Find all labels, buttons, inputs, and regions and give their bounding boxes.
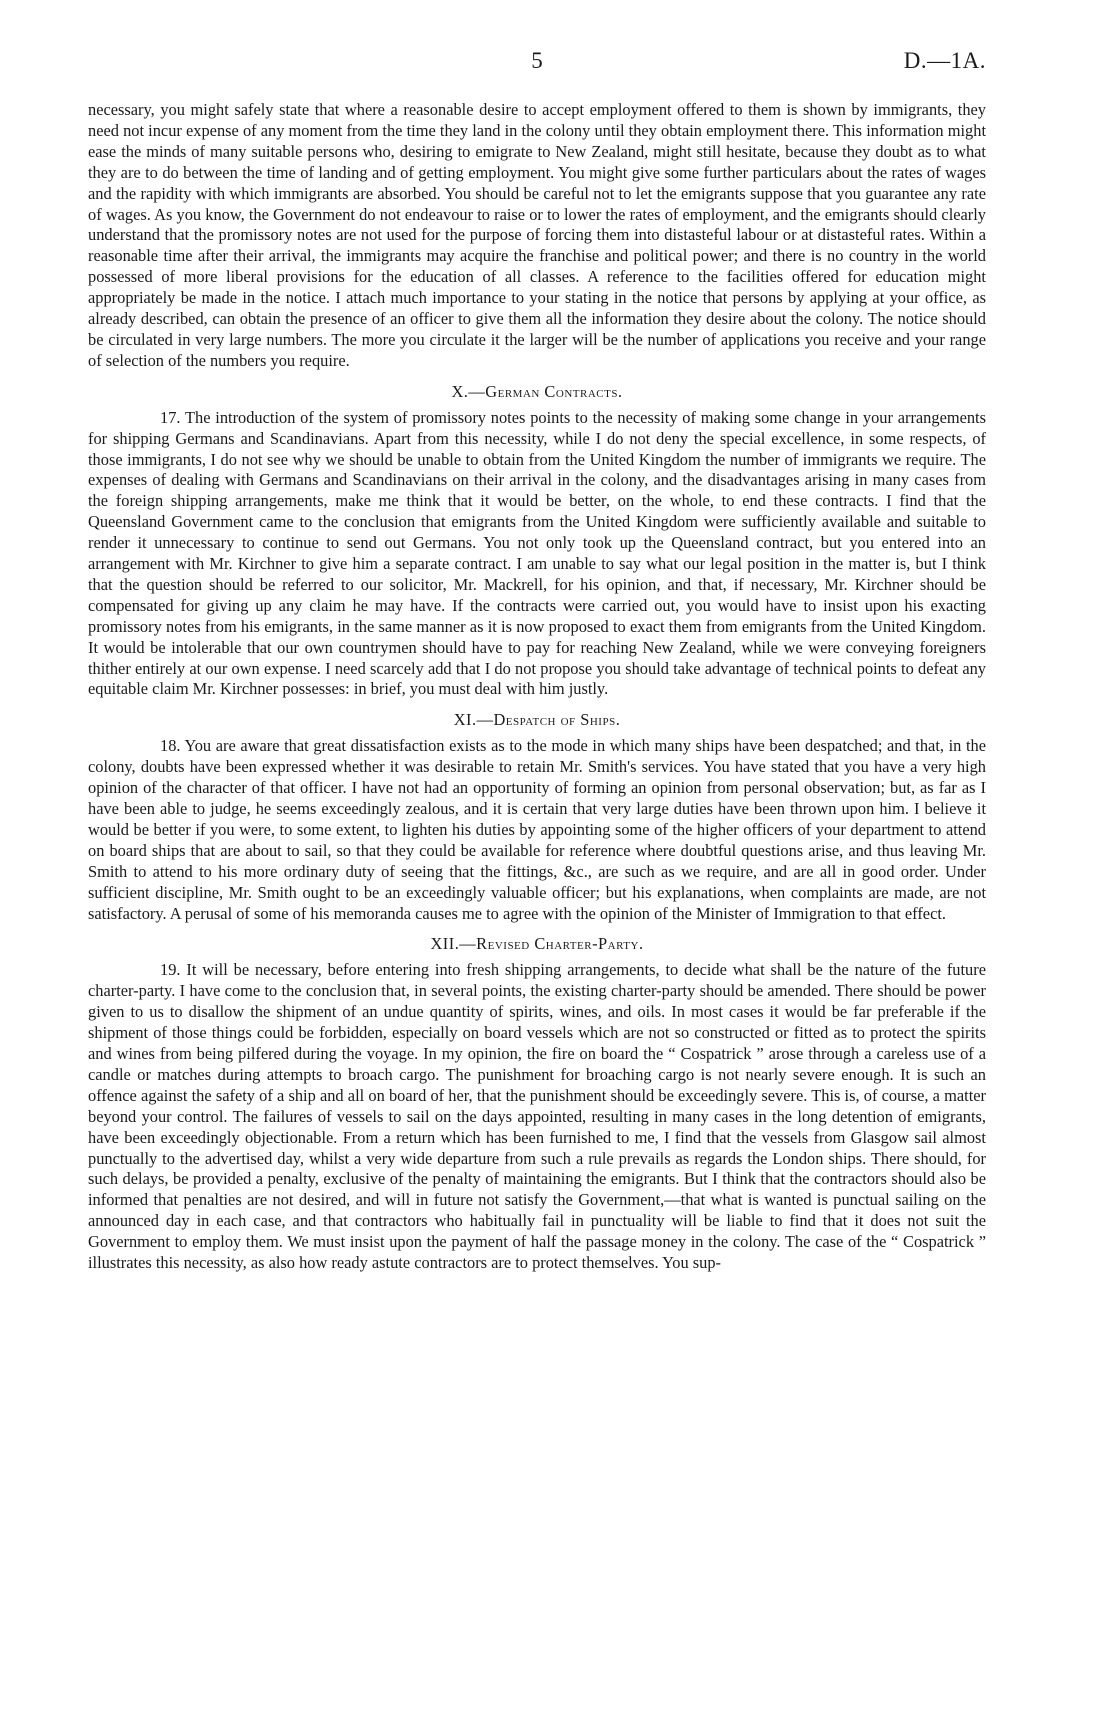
paragraph-18: 18. You are aware that great dissatisfaction exists as to the mode in which many ships have been despatched; and that, in the colony, doubts have been expressed whether it was desirable to retain Mr. Smith's services. You have stated that you have a very high opinion of the character of that officer. I have not had an opportunity of forming an opinion from personal observation; but, as far as I have been able to judge, he seems exceedingly zealous, and it is certain that very large duties have been thrown upon him. I believe it would be better if you were, to some extent, to lighten his duties by appointing some of the higher officers of your department to attend on board ships that are about to sail, so that they could be available for reference where doubtful questions arise, and thus leaving Mr. Smith to attend to his more ordinary duty of seeing that the fittings, &c., are such as we require, and are all in good order. Under sufficient discipline, Mr. Smith ought to be an exceedingly valuable officer; but his explanations, when complaints are made, are not satisfactory. A perusal of some of his memoranda causes me to agree with the opinion of the Minister of Immigration to that effect. (88, 736, 986, 923)
section-heading-xi: XI.—Despatch of Ships. (453, 710, 621, 730)
body-text (88, 100, 986, 1274)
section-heading-x: X.—German Contracts. (451, 381, 623, 401)
document-reference: D.—1A. (903, 48, 986, 73)
paragraph-16-continued: necessary, you might safely state that where a reasonable desire to accept employment offered to them is shown by immigrants, they need not incur expense of any moment from the time they land in the colony until they obtain employment there. This information might ease the minds of many suitable persons who, desiring to emigrate to New Zealand, might still hesitate, because they doubt as to what they are to do between the time of landing and of getting employment. You might give some further particulars about the rates of wages and the rapidity with which immigrants are absorbed. You should be careful not to let the emigrants suppose that you guarantee any rate of wages. As you know, the Government do not endeavour to raise or to lower the rates of employment, and the emigrants should clearly understand that the promissory notes are not used for the purpose of forcing them into distasteful labour or at distasteful rates. Within a reasonable time after their arrival, the immigrants may acquire the franchise and political power; and there is no country in the world possessed of more liberal provisions for the education of all classes. A reference to the facilities offered for education might appropriately be made in the notice. I attach much importance to your stating in the notice that persons by applying at your office, as already described, can obtain the presence of an officer to give them all the information they desire about the colony. The notice should be circulated in very large numbers. The more you circulate it the larger will be the number of applications you receive and your range of selection of the numbers you require. (88, 100, 986, 370)
page-header (88, 48, 986, 78)
section-heading-xii: XII.—Revised Charter-Party. (430, 934, 644, 954)
page-number: 5 (531, 48, 543, 73)
paragraph-17: 17. The introduction of the system of promissory notes points to the necessity of making some change in your arrangements for shipping Germans and Scandinavians. Apart from this necessity, while I do not deny the special excellence, in some respects, of those immigrants, I do not see why we should be unable to obtain from the United Kingdom the number of immigrants we require. The expenses of dealing with Germans and Scandinavians on their arrival in the colony, and the disadvantages arising in many cases from the foreign shipping arrangements, make me think that it would be better, on the whole, to end these contracts. I find that the Queensland Government came to the conclusion that emigrants from the United Kingdom were sufficiently available and suitable to render it unnecessary to continue to send out Germans. You not only took up the Queensland contract, but you entered into an arrangement with Mr. Kirchner to give him a separate contract. I am unable to say what our legal position in the matter is, but I think that the question should be referred to our solicitor, Mr. Mackrell, for his opinion, and that, if necessary, Mr. Kirchner should be compensated for giving up any claim he may have. If the contracts were carried out, you would have to insist upon his exacting promissory notes from his emigrants, in the same manner as it is now proposed to exact them from emigrants from the United Kingdom. It would be intolerable that our own countrymen should have to pay for reaching New Zealand, while we were conveying foreigners thither entirely at our own expense. I need scarcely add that I do not propose you should take advantage of technical points to defeat any equitable claim Mr. Kirchner possesses: in brief, you must deal with him justly. (88, 407, 986, 699)
paragraph-19: 19. It will be necessary, before entering into fresh shipping arrangements, to decide what shall be the nature of the future charter-party. I have come to the conclusion that, in several points, the existing charter-party should be amended. There should be power given to us to disallow the shipment of an undue quantity of spirits, wines, and oils. In most cases it would be far preferable if the shipment of those things could be forbidden, especially on board vessels which are not so constructed or fitted as to protect the spirits and wines from being pilfered during the voyage. In my opinion, the fire on board the “ Cospatrick ” arose through a careless use of a candle or matches during attempts to broach cargo. The punishment for broaching cargo is not nearly severe enough. It is such an offence against the safety of a ship and all on board of her, that the punishment should be exceedingly severe. This is, of course, a matter beyond your control. The failures of vessels to sail on the days appointed, resulting in many cases in the long detention of emigrants, have been exceedingly objectionable. From a return which has been furnished to me, I find that the vessels from Glasgow sail almost punctually to the advertised day, whilst a very wide departure from such a rule prevails as regards the London ships. There should, for such delays, be provided a penalty, exclusive of the penalty of maintaining the emigrants. But I think that the contractors should also be informed that penalties are not desired, and will in future not satisfy the Government,—that what is wanted is punctual sailing on the announced day in each case, and that contractors who habitually fail in punctuality will be liable to find that it does not suit the Government to employ them. We must insist upon the payment of half the passage money in the colony. The case of the “ Cospatrick ” illustrates this necessity, as also how ready astute contractors are to protect themselves. You sup- (88, 960, 986, 1273)
